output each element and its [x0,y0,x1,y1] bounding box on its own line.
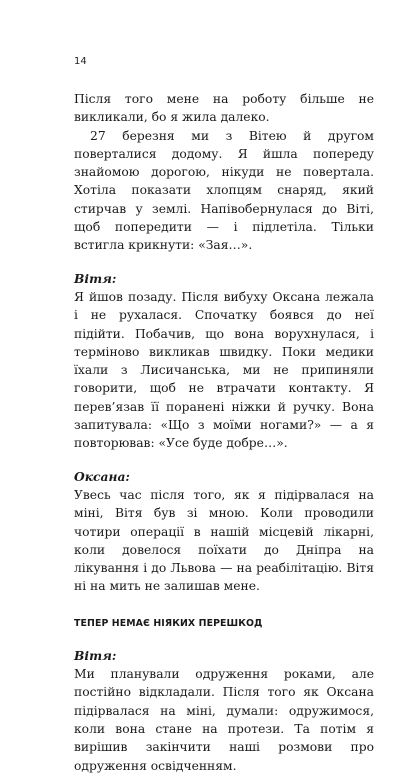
book-page [74,56,374,775]
paragraph: Після того мене на роботу більше не викликали, бо я жила далеко. [74,92,374,125]
speaker-label: Вітя: [74,270,117,286]
speaker-label: Оксана: [74,468,130,484]
paragraph: Увесь час після того, як я підірвалася на міні, Вітя був зі мною. Коли проводили чотири операції в нашій місцевій лікарні, коли довелося поїхати до Дніпра на лікування і до Львова — на реабілітацію. Вітя ні на мить не залишав мене. [74,487,374,594]
section-heading: ТЕПЕР НЕМАЄ НІЯКИХ ПЕРЕШКОД [74,617,263,629]
paragraph: Я йшов позаду. Після вибуху Оксана лежала і не рухалася. Спочатку боявся до неї підійти. Побачив, що вона ворухнулася, і терміново викликав швидку. Поки медики їхали з Лисичанська, ми не припиняли говорити, щоб не втрачати контакту. Я перев’язав її поранені ніжки й ручку. Вона запитувала: «Що з моїми ногами?» — а я повторював: «Усе буде добре…». [74,289,374,451]
page-number: 14 [74,56,87,67]
paragraph: 27 березня ми з Вітею й другом поверталися додому. Я йшла попереду знайомою дорогою, нікуди не повертала. Хотіла показати хлопцям снаряд, який стирчав у землі. Напівобернулася до Віті, щоб попередити — і підлетіла. Тільки встигла крикнути: «Зая…». [74,128,374,253]
paragraph: Ми планували одруження роками, але постійно відкладали. Після того як Оксана підірвалася на міні, думали: одружимося, коли вона стане на протези. Та потім я вирішив закінчити наші розмови про одруження освідченням. [74,667,374,773]
speaker-label: Вітя: [74,647,117,663]
